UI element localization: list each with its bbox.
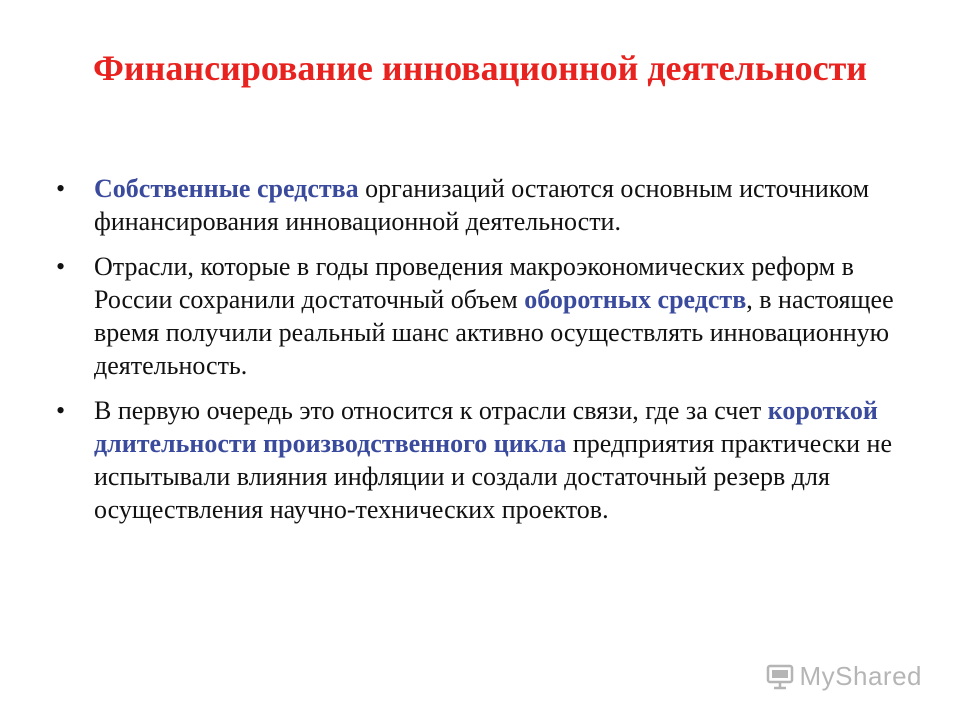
highlight-text: короткой длительности производственного цикла xyxy=(94,396,878,458)
bullet-dot: • xyxy=(56,396,66,425)
bullet-text: В первую очередь это относится к отрасли связи, где за счет xyxy=(94,396,768,425)
bullet-dot: • xyxy=(56,174,66,203)
bullet-dot: • xyxy=(56,252,66,281)
bullet-text: организаций остаются основным источником финансирования инновационной деятельности. xyxy=(94,174,870,236)
bullet-item xyxy=(56,172,916,238)
presentation-board-icon xyxy=(766,663,794,691)
watermark-logo xyxy=(766,661,923,692)
bullet-list xyxy=(56,172,916,538)
bullet-item xyxy=(56,250,916,382)
bullet-text: , в настоящее время получили реальный шанс активно осуществлять инновационную деятельность. xyxy=(94,285,894,380)
highlight-text: оборотных средств xyxy=(524,285,747,314)
watermark-text: MyShared xyxy=(799,661,922,691)
bullet-item xyxy=(56,394,916,526)
bullet-text: Отрасли, которые в годы проведения макроэкономических реформ в России сохранили достаточный объем xyxy=(94,252,854,314)
bullet-text: предприятия практически не испытывали влияния инфляции и создали достаточный резерв для осуществления научно-технических проектов. xyxy=(94,429,893,524)
slide-title: Финансирование инновационной деятельности xyxy=(92,48,868,88)
highlight-text: Собственные средства xyxy=(94,174,359,203)
